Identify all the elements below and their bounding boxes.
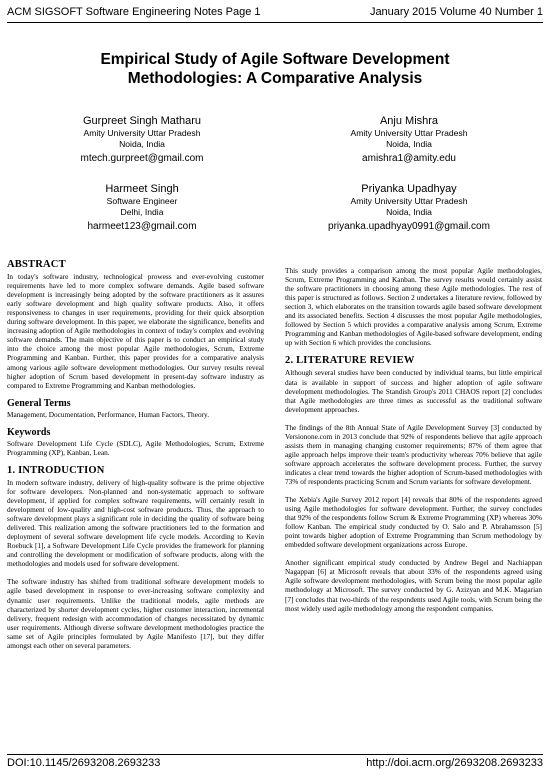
intro-paragraph-2: The software industry has shifted from traditional software development models to agile based development in response to ever-increasing software complexity and dynamic user requirements. Unlike the traditional models, agile methods are characterized by shorter development cycles, higher customer interaction, incremental delivery, frequent redesign with accommodation of changes necessitated by dynamic user requirements. Although diverse software development methodologies practice the same set of Agile principles formulated by Agile Manifesto [17], but they differ amongst each other on several parameters. — [7, 577, 264, 650]
author-name: Gurpreet Singh Matharu — [82, 115, 201, 127]
author-block — [42, 114, 242, 166]
paper-title — [0, 50, 550, 88]
introduction-heading: 1. INTRODUCTION — [7, 464, 105, 476]
author-location: Noida, India — [386, 207, 432, 217]
author-location: Delhi, India — [120, 207, 164, 217]
page-footer — [7, 757, 543, 771]
author-block — [294, 182, 524, 234]
footer-doi[interactable]: DOI:10.1145/2693208.2693233 — [7, 757, 161, 769]
author-location: Noida, India — [119, 139, 165, 149]
title-line-1: Empirical Study of Agile Software Development — [100, 51, 450, 68]
footer-url[interactable]: http://doi.acm.org/2693208.2693233 — [366, 757, 543, 769]
author-name: Harmeet Singh — [105, 183, 179, 195]
general-terms-text: Management, Documentation, Performance, Human Factors, Theory. — [7, 409, 210, 419]
author-block — [309, 114, 509, 166]
keywords-heading: Keywords — [7, 426, 51, 438]
literature-paragraph-4: Another significant empirical study conducted by Andrew Begel and Nachiappan Nagappan [6] at Microsoft reveals that about 33% of the respondents agreed using Agile software development methodologies, with Scrum being the most popular agile methodology at Microsoft. The survey conducted by G. Azizyan and M.K. Magarian [7] concludes that two-thirds of the respondents used Agile tools, with Scrum being the most widely used agile methodology among the respondent companies. — [285, 558, 542, 613]
right-column — [285, 266, 542, 622]
author-affiliation: Amity University Uttar Pradesh — [350, 196, 468, 206]
author-block — [42, 182, 242, 234]
keywords-text: Software Development Life Cycle (SDLC), Agile Methodologies, Scrum, Extreme Programming (XP), Kanban, Lean. — [7, 438, 264, 457]
intro-paragraph-1: In modern software industry, delivery of high-quality software is the prime objective for software developers. Non-planned and non-systematic approach to software development, if applied for complex software requirements, will certainly result in development of low-quality and high-cost software products. Thus, the approach to software development plays a significant role in deciding the quality of software being delivered. This realization among the software practitioners led to the formation and deployment of several software development life cycle models. According to Kevin Roebuck [1], a Software Development Life Cycle provides the framework for planning and controlling the development or modification of software products, along with the methodologies and models used for software development. — [7, 477, 264, 569]
abstract-text: In today's software industry, technological prowess and ever-evolving customer requirements have led to more complex software demands. Agile based software development is increasingly being adopted by the software practitioners as it assures early software development and high quality software products. Also, it offers responsiveness to changes in user requirements, providing for their quick absorption during software development. In this paper, we elaborate the significance, benefits and increasing adoption of Agile methodologies in context of today's complex and evolving software demands. The main objective of this paper is to conduct an empirical study into the choice among the most popular Agile methodologies, Scrum, Extreme Programming and Kanban. Further, this paper provides for a comparative analysis among various agile software development methodologies. Our survey results reveal higher adoption of Scrum based development in present-day software industry as compared to Extreme Programming and Kanban methodologies. — [7, 272, 264, 390]
page-header — [7, 6, 543, 20]
author-email[interactable]: mtech.gurpreet@gmail.com — [80, 153, 204, 164]
author-affiliation: Amity University Uttar Pradesh — [350, 128, 468, 138]
author-email[interactable]: priyanka.upadhyay0991@gmail.com — [328, 221, 490, 232]
author-name: Anju Mishra — [379, 115, 439, 127]
abstract-heading: ABSTRACT — [7, 259, 66, 270]
left-column — [7, 260, 264, 659]
author-affiliation: Amity University Uttar Pradesh — [83, 128, 201, 138]
header-rule — [7, 22, 543, 23]
literature-review-heading: 2. LITERATURE REVIEW — [285, 355, 415, 367]
footer-rule — [7, 754, 543, 755]
literature-paragraph-3: The Xebia's Agile Survey 2012 report [4] reveals that 80% of the respondents agreed using Agile methodologies for software development. Further, the survey concludes that 92% of the respondents follow Scrum & Extreme Programming (XP) whereas 30% follow Kanban. The empirical study conducted by O. Salo and P. Abrahamsson [5] point towards higher adoption of Extreme Programming than Scrum methodology by embedded software development organizations across Europe. — [285, 495, 542, 550]
intro-paragraph-3: This study provides a comparison among the most popular Agile methodologies, Scrum, Extreme Programming and Kanban. The survey results would certainly assist the software practitioners in choosing among these Agile methodologies. The rest of this paper is structured as follows. Section 2 undertakes a literature review, followed by section 3, which elaborates on the transition towards agile based software development and its associated benefits. Section 4 discusses the most popular Agile methodologies, followed by Section 5 which provides a comparative analysis among Scrum, Extreme Programming and Kanban methodologies of Agile-based software development, ending up with Section 6 which provides the conclusions. — [285, 266, 542, 348]
author-name: Priyanka Upadhyay — [361, 183, 457, 195]
author-email[interactable]: harmeet123@gmail.com — [87, 221, 197, 232]
literature-paragraph-1: Although several studies have been conducted by individual teams, but little empirical data is available in support of success and higher adoption of agile software development methodologies. The Standish Group's 2011 CHAOS report [2] concludes that Agile methodologies are three times as successful as the traditional software development approaches. — [285, 368, 542, 414]
author-email[interactable]: amishra1@amity.edu — [362, 153, 456, 164]
general-terms-heading: General Terms — [7, 397, 71, 409]
header-journal: ACM SIGSOFT Software Engineering Notes Page 1 — [7, 6, 261, 18]
literature-paragraph-2: The findings of the 8th Annual State of Agile Development Survey [3] conducted by Versionone.com in 2013 conclude that 92% of respondents believe that agile approach assists them in managing changing customer requirements; 87% of them agree that agile approach helps improve their team's productivity whereas 70% believe that agile software approach accelerates the software development process. Further, the survey indicates a clear trend towards the higher adoption of Scrum-based methodologies with 73% of respondents practicing Scrum and Scrum variants for software development. — [285, 422, 542, 486]
header-issue: January 2015 Volume 40 Number 1 — [369, 6, 543, 18]
author-location: Noida, India — [386, 139, 432, 149]
title-line-2: Methodologies: A Comparative Analysis — [127, 70, 423, 87]
author-affiliation: Software Engineer — [106, 196, 178, 206]
